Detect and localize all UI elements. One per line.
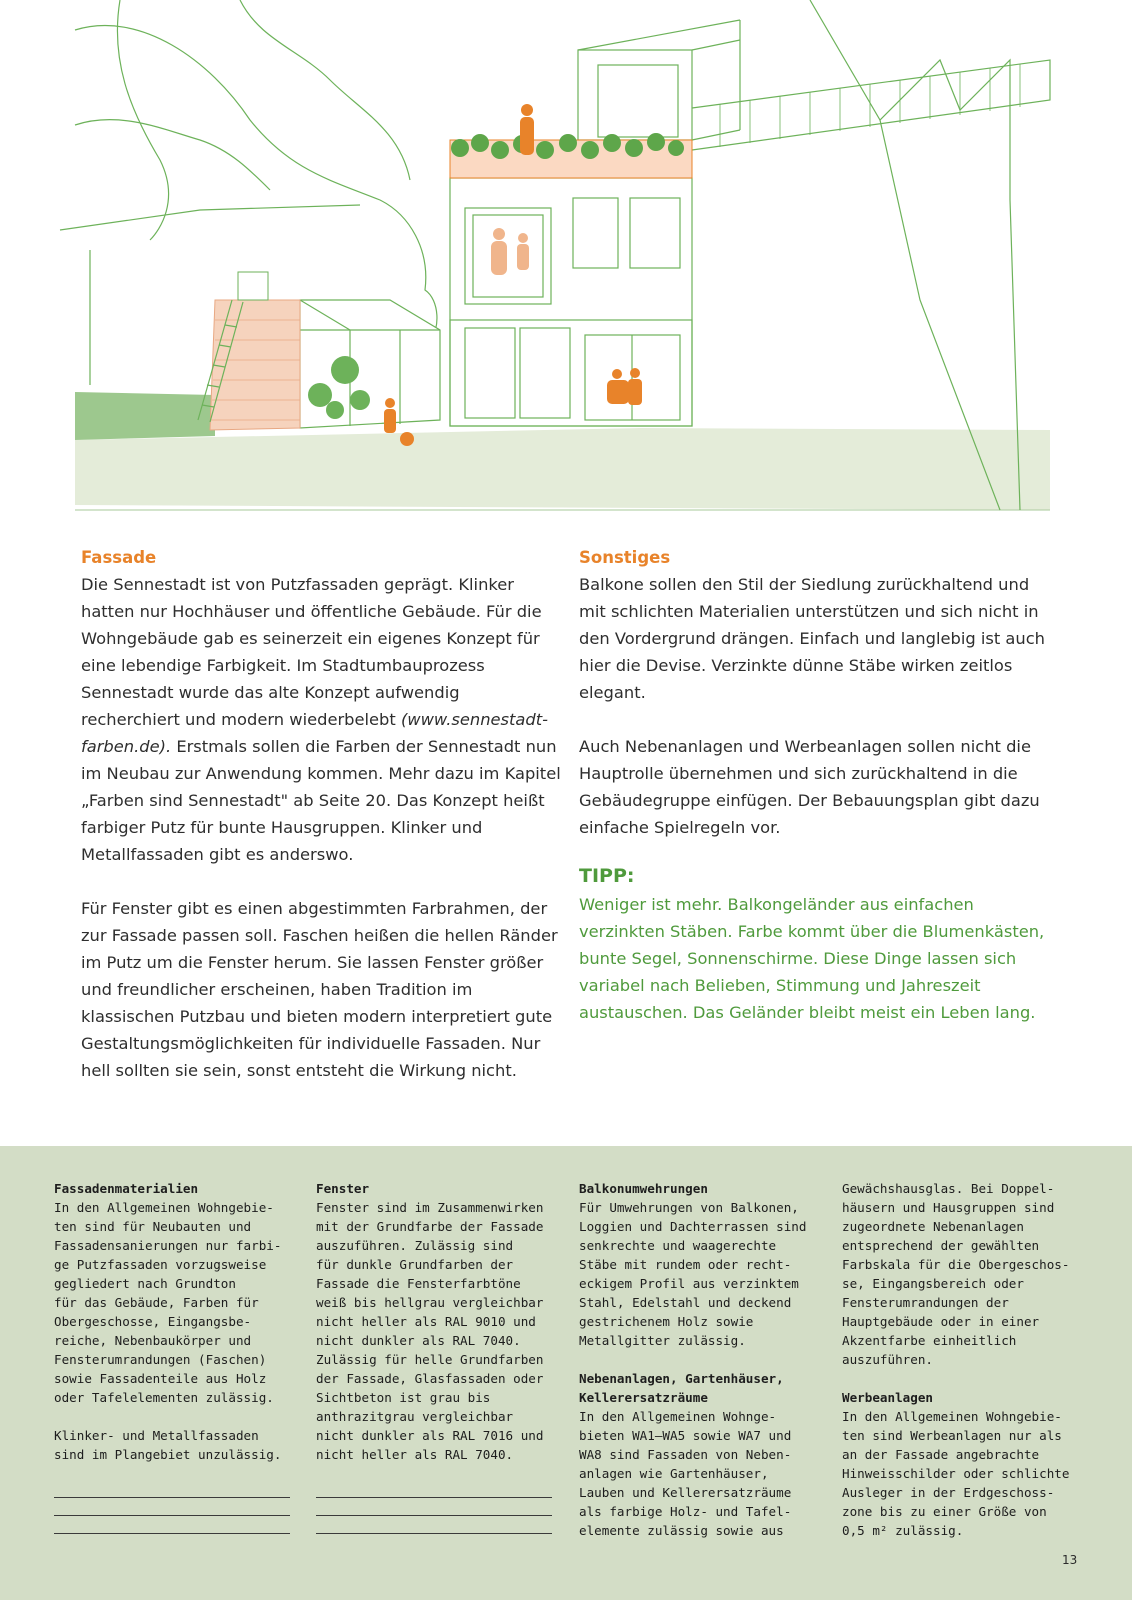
regulation-text: Gewächshausglas. Bei Doppel- häusern und Hausgruppen sind zugeordnete Nebenanlagen entsprechend der gewählten Farbskala für die Obergeschos- se, Eingangsbereich oder Fensterumrandungen der Hauptgebäude oder in einer Akzentfarbe einheitlich auszuführen. <box>842 1181 1070 1367</box>
divider-line <box>316 1515 552 1516</box>
regulation-text: In den Allgemeinen Wohngebie- ten sind für Neubauten und Fassadensanierungen nur farbi- ge Putzfassaden vorzugsweise gegliedert nach Grundton für das Gebäude, Farben für Obergeschosse, Eingangsbe- reiche, Nebenbaukörper und Fensterumrandungen (Faschen) sowie Fassadenteile aus Holz oder Tafelelementen zulässig. <box>54 1200 282 1405</box>
fassade-paragraph-1-rest: Erstmals sollen die Farben der Sennestadt nun im Neubau zur Anwendung kommen. Mehr dazu im Kapitel „Farben sind Sennestadt" ab Seite 20. Das Konzept heißt farbiger Putz für bunte Hausgruppen. Klinker und Metallfassaden gibt es anderswo. <box>81 737 561 864</box>
fassade-section <box>81 548 561 1084</box>
house-illustration <box>0 0 1132 530</box>
divider-line <box>54 1515 290 1516</box>
regulation-title: Fenster <box>316 1181 370 1196</box>
regulation-balkonumwehrungen <box>579 1179 817 1540</box>
divider-line <box>54 1497 290 1498</box>
regulation-text: In den Allgemeinen Wohngebie- ten sind Werbeanlagen nur als an der Fassade angebrachte Hinweisschilder oder schlichte Ausleger in der Erdgeschoss- zone bis zu einer Größe von 0,5 m² zulässig. <box>842 1409 1070 1538</box>
regulation-title: Werbeanlagen <box>842 1390 933 1405</box>
regulation-title: Fassadenmaterialien <box>54 1181 199 1196</box>
regulation-text: Für Umwehrungen von Balkonen, Loggien und Dachterrassen sind senkrechte und waagerechte Stäbe mit rundem oder recht- eckigem Profil aus verzinktem Stahl, Edelstahl und deckend gestrichenem Holz sowie Metallgitter zulässig. <box>579 1200 807 1348</box>
regulation-title: Nebenanlagen, Gartenhäuser, Kellerersatzräume <box>579 1371 784 1405</box>
fassade-heading: Fassade <box>81 548 157 567</box>
divider-line <box>54 1533 290 1534</box>
fassade-paragraph-1 <box>81 571 561 868</box>
sonstiges-section <box>579 548 1049 1026</box>
divider-line <box>316 1497 552 1498</box>
tipp-text: Weniger ist mehr. Balkongeländer aus einfachen verzinkten Stäben. Farbe kommt über die Blumenkästen, bunte Segel, Sonnenschirme. Diese Dinge lassen sich variabel nach Belieben, Stimmung und Jahreszeit austauschen. Das Geländer bleibt meist ein Leben lang. <box>579 895 1045 1022</box>
farben-website-link[interactable]: (www.sennestadt-farben.de). <box>81 710 548 756</box>
fassade-paragraph-2: Für Fenster gibt es einen abgestimmten Farbrahmen, der zur Fassade passen soll. Faschen heißen die hellen Ränder im Putz um die Fenster herum. Sie lassen Fenster größer und freundlicher erscheinen, haben Tradition im klassischen Putzbau und bieten modern interpretiert gute Gestaltungsmöglichkeiten für individuelle Fassaden. Nur hell sollten sie sein, sonst entsteht die Wirkung nicht. <box>81 899 558 1080</box>
regulation-title: Balkonumwehrungen <box>579 1181 708 1196</box>
divider-line <box>316 1533 552 1534</box>
regulation-text: Klinker- und Metallfassaden sind im Plangebiet unzulässig. <box>54 1428 282 1462</box>
regulation-fassadenmaterialien <box>54 1179 292 1464</box>
tipp-heading: TIPP: <box>579 865 635 887</box>
sonstiges-paragraph-1: Balkone sollen den Stil der Siedlung zurückhaltend und mit schlichten Materialien unterstützen und sich nicht in den Vordergrund drängen. Einfach und langlebig ist auch hier die Devise. Verzinkte dünne Stäbe wirken zeitlos elegant. <box>579 575 1045 702</box>
regulation-text: In den Allgemeinen Wohnge- bieten WA1–WA5 sowie WA7 und WA8 sind Fassaden von Neben- anlagen wie Gartenhäuser, Lauben und Kellerersatzräume als farbige Holz- und Tafel- elemente zulässig sowie aus <box>579 1409 792 1538</box>
regulation-fenster <box>316 1179 554 1464</box>
sonstiges-heading: Sonstiges <box>579 548 671 567</box>
fassade-paragraph-1-main: Die Sennestadt ist von Putzfassaden geprägt. Klinker hatten nur Hochhäuser und öffentliche Gebäude. Für die Wohngebäude gab es seinerzeit ein eigenes Konzept für eine lebendige Farbigkeit. Im Stadtumbauprozess Sennestadt wurde das alte Konzept aufwendig recherchiert und modern wiederbelebt <box>81 575 542 729</box>
page-number: 13 <box>1062 1553 1078 1567</box>
regulation-continued <box>842 1179 1080 1540</box>
sonstiges-paragraph-2: Auch Nebenanlagen und Werbeanlagen sollen nicht die Hauptrolle übernehmen und sich zurückhaltend in die Gebäudegruppe einfügen. Der Bebauungsplan gibt dazu einfache Spielregeln vor. <box>579 737 1040 837</box>
regulation-text: Fenster sind im Zusammenwirken mit der Grundfarbe der Fassade auszuführen. Zulässig sind für dunkle Grundfarben der Fassade die Fensterfarbtöne weiß bis hellgrau vergleichbar nicht heller als RAL 9010 und nicht dunkler als RAL 7040. Zulässig für helle Grundfarben der Fassade, Glasfassaden oder Sichtbeton ist grau bis anthrazitgrau vergleichbar nicht dunkler als RAL 7016 und nicht heller als RAL 7040. <box>316 1200 544 1462</box>
